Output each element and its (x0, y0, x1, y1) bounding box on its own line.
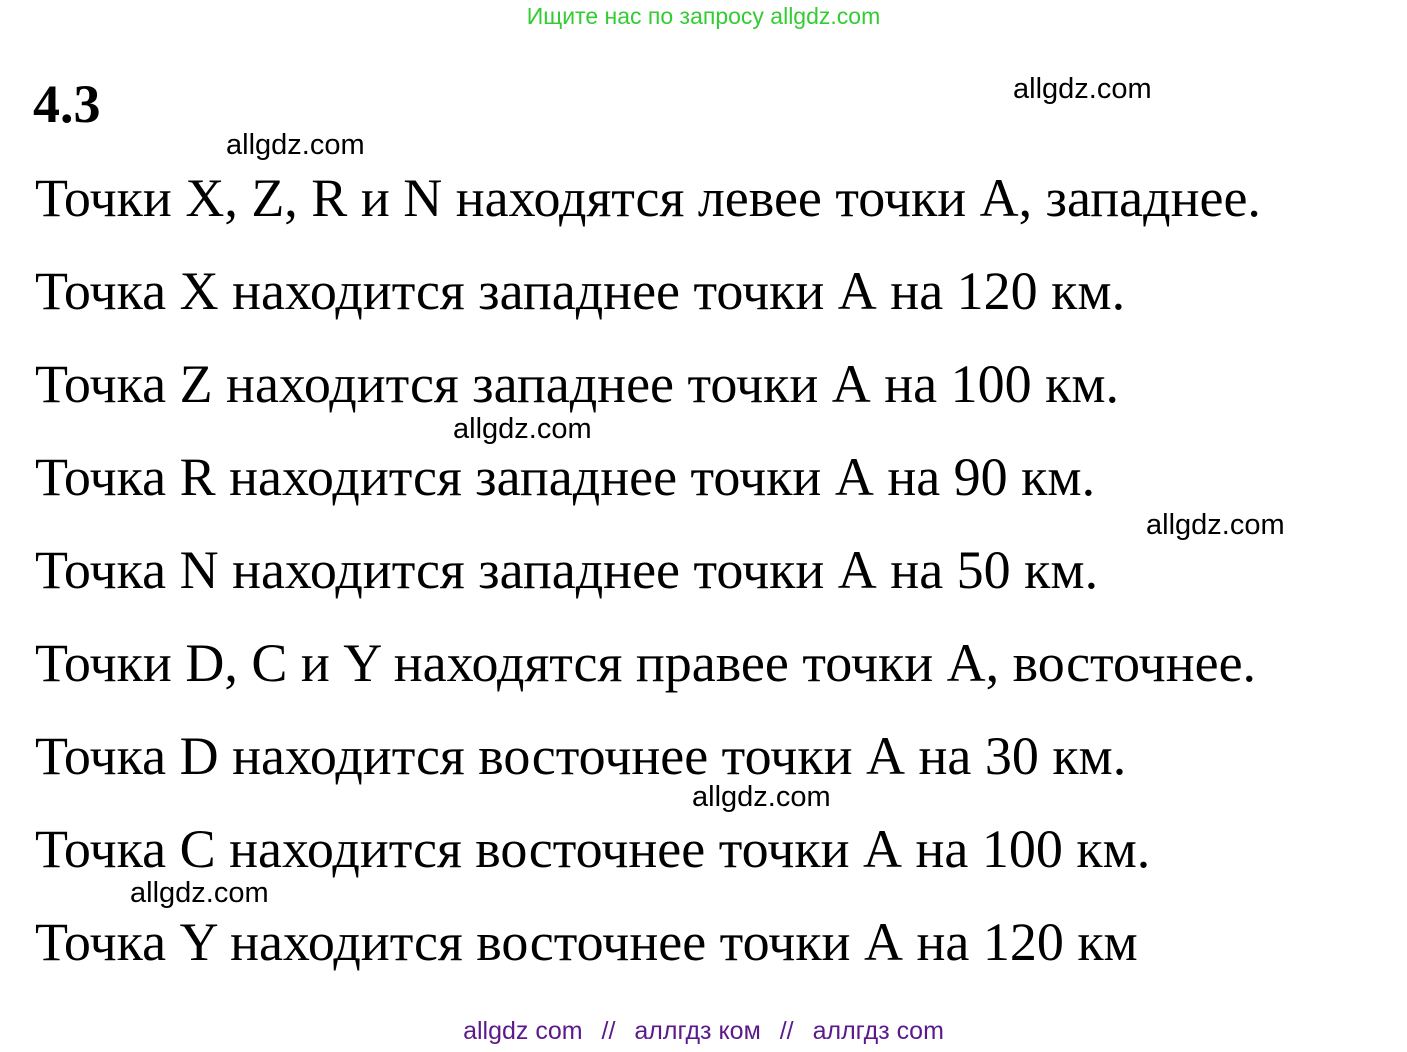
footer-separator: // (779, 1017, 794, 1045)
solution-line: Точка R находится западнее точки А на 90 км. (35, 447, 1096, 507)
watermark: allgdz.com (130, 877, 269, 909)
solution-line: Точка X находится западнее точки А на 120 км. (35, 261, 1126, 321)
solution-line: Точка Y находится восточнее точки А на 120 км (35, 912, 1138, 972)
solution-line: Точки X, Z, R и N находятся левее точки А, западнее. (35, 168, 1261, 228)
solution-line: Точка C находится восточнее точки А на 100 км. (35, 819, 1151, 879)
watermark: allgdz.com (226, 129, 365, 161)
footer-link-allgdz-mixed[interactable]: аллгдз com (812, 1017, 944, 1045)
solution-line: Точки D, C и Y находятся правее точки А, восточнее. (35, 633, 1257, 693)
solution-line: Точка D находится восточнее точки А на 30 км. (35, 726, 1127, 786)
footer-link-allgdz-cyrillic[interactable]: аллгдз ком (634, 1017, 761, 1045)
watermark: allgdz.com (1146, 509, 1285, 541)
footer-links (0, 1014, 1407, 1048)
watermark: allgdz.com (1013, 73, 1152, 105)
watermark: allgdz.com (453, 413, 592, 445)
solution-line: Точка Z находится западнее точки А на 100 км. (35, 354, 1120, 414)
footer-link-allgdz[interactable]: allgdz com (463, 1017, 583, 1045)
search-banner[interactable]: Ищите нас по запросу allgdz.com (526, 3, 881, 29)
task-number: 4.3 (33, 74, 101, 134)
solution-line: Точка N находится западнее точки А на 50 км. (35, 540, 1099, 600)
watermark: allgdz.com (692, 781, 831, 813)
footer-separator: // (601, 1017, 616, 1045)
